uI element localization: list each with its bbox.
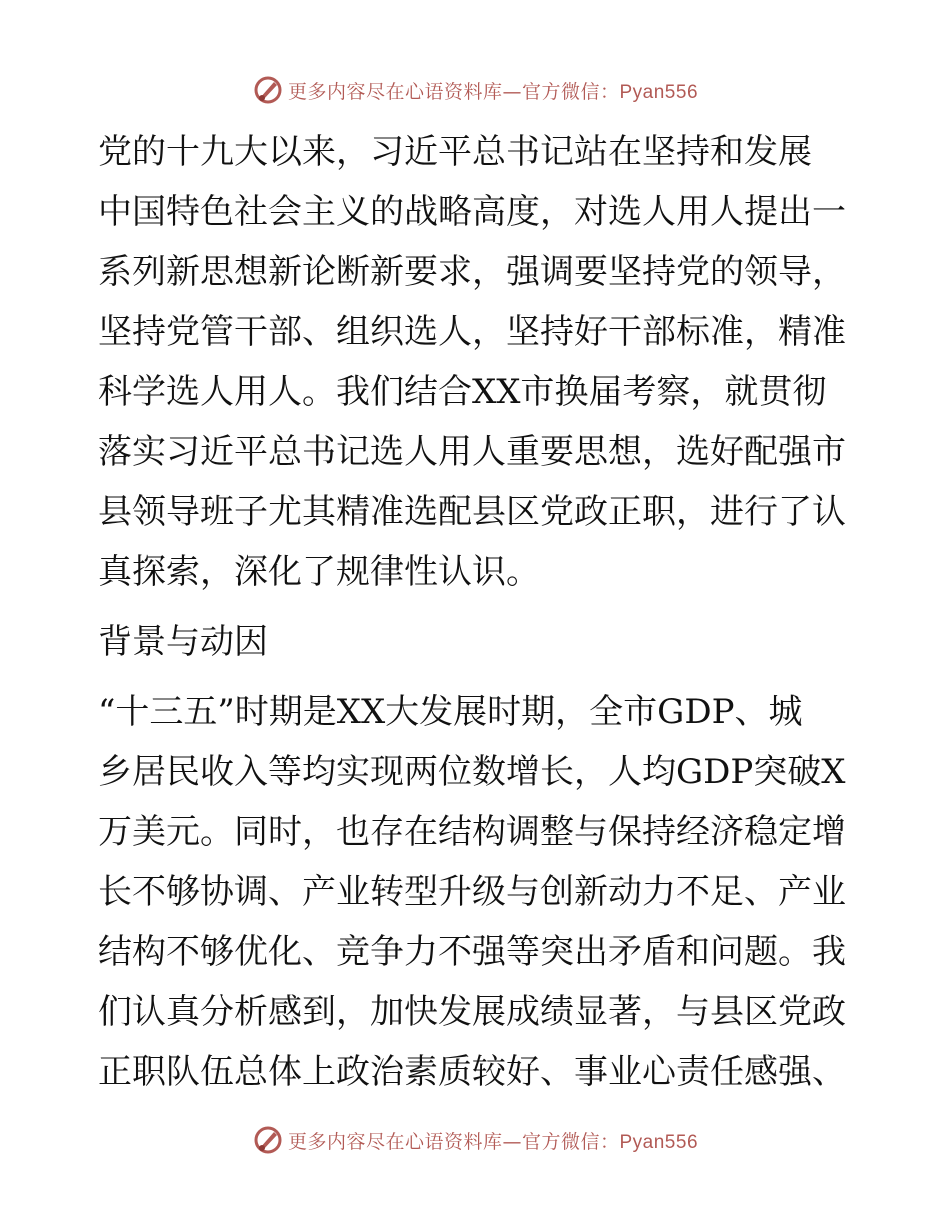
footer-watermark-text <box>288 1127 698 1154</box>
text-line: 落实习近平总书记选人用人重要思想，选好配强市 <box>98 432 846 472</box>
text-line: 科学选人用人。我们结合XX市换届考察，就贯彻 <box>98 372 827 412</box>
text-line: 系列新思想新论断新要求，强调要坚持党的领导， <box>98 252 846 292</box>
footer-watermark <box>0 1122 950 1158</box>
text-line: “十三五”时期是XX大发展时期，全市GDP、城 <box>98 692 803 732</box>
document-body <box>98 122 858 1102</box>
paragraph-background <box>98 682 858 1102</box>
text-line: 们认真分析感到，加快发展成绩显著，与县区党政 <box>98 992 846 1032</box>
heading-line: 背景与动因 <box>98 622 268 662</box>
text-line: 万美元。同时，也存在结构调整与保持经济稳定增 <box>98 812 846 852</box>
header-watermark-label: 更多内容尽在心语资料库—官方微信： <box>287 80 620 103</box>
header-watermark-text <box>288 77 698 104</box>
header-watermark-id: Pyan556 <box>619 81 699 103</box>
text-line: 县领导班子尤其精准选配县区党政正职，进行了认 <box>98 492 846 532</box>
text-line: 党的十九大以来，习近平总书记站在坚持和发展 <box>98 132 812 172</box>
text-line: 长不够协调、产业转型升级与创新动力不足、产业 <box>98 872 846 912</box>
header-watermark <box>0 72 950 108</box>
text-line: 正职队伍总体上政治素质较好、事业心责任感强、 <box>98 1052 846 1092</box>
text-line: 真探索，深化了规律性认识。 <box>98 552 540 592</box>
footer-watermark-id: Pyan556 <box>619 1131 699 1153</box>
text-line: 坚持党管干部、组织选人，坚持好干部标准，精准 <box>98 312 846 352</box>
text-line: 结构不够优化、竞争力不强等突出矛盾和问题。我 <box>98 932 846 972</box>
paragraph-intro <box>98 122 858 602</box>
brush-circle-logo-icon <box>252 1124 284 1156</box>
text-line: 乡居民收入等均实现两位数增长，人均GDP突破X <box>98 752 846 792</box>
footer-watermark-label: 更多内容尽在心语资料库—官方微信： <box>287 1130 620 1153</box>
text-line: 中国特色社会主义的战略高度，对选人用人提出一 <box>98 192 846 232</box>
section-heading <box>98 612 858 672</box>
brush-circle-logo-icon <box>252 74 284 106</box>
